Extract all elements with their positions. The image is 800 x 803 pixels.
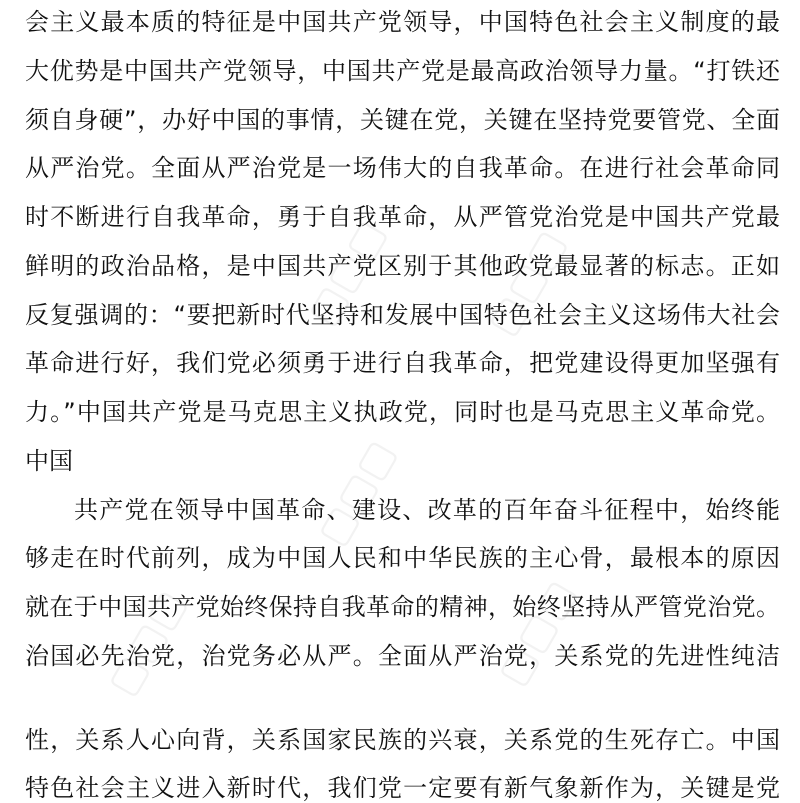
text-line: 鲜明的政治品格，是中国共产党区别于其他政党最显著的标志。正如 — [25, 252, 780, 280]
watermark: ▢▢▢ — [488, 572, 585, 694]
text-line: 大优势是中国共产党领导，中国共产党是最高政治领导力量。“打铁还 — [25, 57, 780, 85]
text-line: 够走在时代前列，成为中国人民和中华民族的主心骨，最根本的原因 — [25, 544, 780, 572]
text-line: 治国必先治党，治党务必从严。全面从严治党，关系党的先进性纯洁 — [25, 642, 780, 670]
watermark: ▢▢▢ — [478, 222, 575, 344]
text-line: 时不断进行自我革命，勇于自我革命，从严管党治党是中国共产党最 — [25, 203, 780, 231]
watermark: ▢▢▢ — [308, 432, 405, 554]
text-line: 力。”中国共产党是马克思主义执政党，同时也是马克思主义革命党。 — [25, 398, 780, 426]
text-line: 反复强调的：“要把新时代坚持和发展中国特色社会主义这场伟大社会 — [25, 301, 780, 329]
watermark: ▢▢▢ — [298, 212, 395, 334]
text-line: 性，关系人心向背，关系国家民族的兴衰，关系党的生死存亡。中国 — [25, 726, 780, 754]
text-line: 会主义最本质的特征是中国共产党领导，中国特色社会主义制度的最 — [25, 8, 780, 36]
watermark: ▢▢▢ — [98, 582, 195, 704]
text-line: 特色社会主义进入新时代，我们党一定要有新气象新作为，关键是党 — [25, 774, 780, 802]
text-line: 革命进行好，我们党必须勇于进行自我革命，把党建设得更加坚强有 — [25, 349, 780, 377]
text-line: 中国 — [25, 447, 73, 475]
text-line: 就在于中国共产党始终保持自我革命的精神，始终坚持从严管党治党。 — [25, 593, 780, 621]
text-line: 须自身硬”，办好中国的事情，关键在党，关键在坚持党要管党、全面 — [25, 106, 780, 134]
paragraph-start-line: 共产党在领导中国革命、建设、改革的百年奋斗征程中，始终能 — [74, 496, 780, 524]
text-line: 从严治党。全面从严治党是一场伟大的自我革命。在进行社会革命同 — [25, 154, 780, 182]
